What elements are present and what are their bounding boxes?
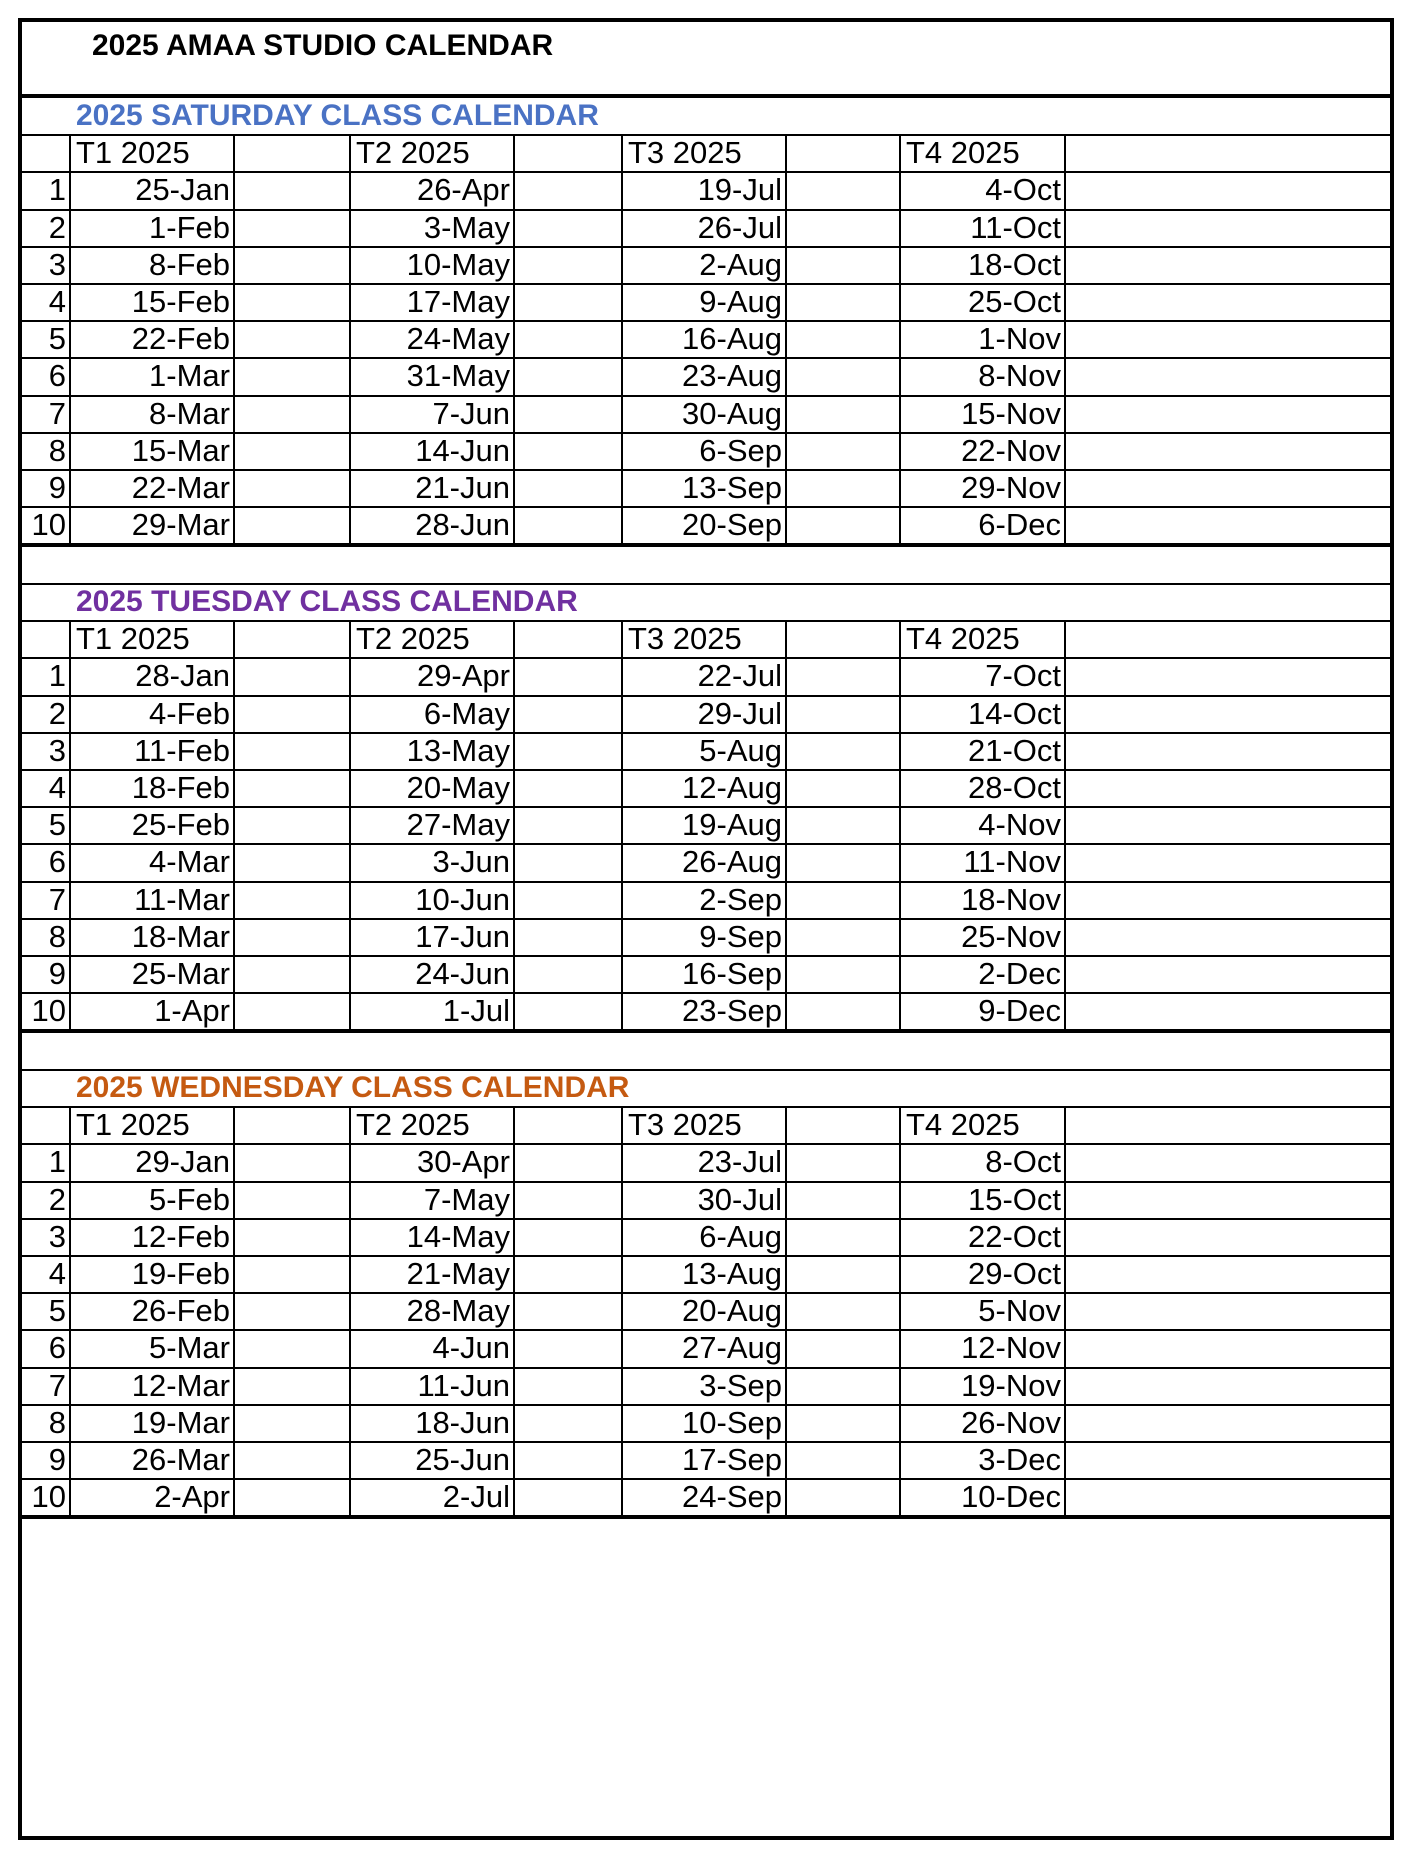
date-cell: 22-Nov (961, 432, 1061, 468)
date-cell: 5-Nov (978, 1293, 1061, 1329)
row-number: 5 (48, 1293, 66, 1329)
term-header: T4 2025 (906, 621, 1020, 657)
date-cell: 26-Feb (131, 1293, 230, 1329)
date-cell: 29-Jul (697, 695, 782, 731)
section-separator (22, 583, 1390, 585)
date-cell: 11-Oct (970, 209, 1061, 245)
column-divider (233, 621, 235, 1030)
date-cell: 23-Jul (697, 1144, 782, 1180)
column-divider (233, 1107, 235, 1516)
date-cell: 24-Sep (682, 1479, 782, 1515)
date-cell: 14-Jun (415, 432, 510, 468)
date-cell: 22-Feb (131, 321, 230, 357)
date-cell: 4-Nov (978, 807, 1061, 843)
date-cell: 21-May (406, 1256, 510, 1291)
column-divider (1064, 1107, 1066, 1516)
date-cell: 26-Nov (961, 1404, 1061, 1440)
row-number: 2 (48, 695, 66, 731)
date-cell: 25-Feb (131, 807, 230, 843)
date-cell: 19-Nov (961, 1367, 1061, 1403)
section-heading: 2025 TUESDAY CLASS CALENDAR (76, 585, 578, 618)
date-cell: 28-Jun (415, 507, 510, 543)
date-cell: 5-Feb (149, 1181, 230, 1217)
column-divider (513, 621, 515, 1030)
date-cell: 19-Feb (131, 1256, 230, 1291)
date-cell: 20-Aug (682, 1293, 782, 1329)
date-cell: 24-Jun (415, 956, 510, 991)
date-cell: 12-Nov (961, 1330, 1061, 1366)
date-cell: 5-Aug (699, 732, 782, 768)
date-cell: 18-Jun (415, 1404, 510, 1440)
date-cell: 6-Sep (699, 432, 782, 468)
date-cell: 14-Oct (967, 695, 1061, 731)
date-cell: 23-Sep (682, 993, 782, 1029)
date-cell: 8-Nov (978, 358, 1061, 394)
row-number: 5 (48, 321, 66, 357)
column-divider (1064, 621, 1066, 1030)
column-divider (513, 1107, 515, 1516)
date-cell: 1-Mar (149, 358, 230, 394)
column-divider (785, 621, 787, 1030)
date-cell: 2-Apr (154, 1479, 230, 1515)
row-number: 9 (48, 470, 66, 505)
date-cell: 13-Sep (682, 470, 782, 505)
date-cell: 25-Jan (135, 172, 230, 208)
date-cell: 15-Feb (131, 284, 230, 319)
term-header: T3 2025 (628, 135, 742, 171)
row-number: 6 (48, 844, 66, 880)
date-cell: 8-Mar (149, 395, 230, 431)
row-number: 7 (48, 395, 66, 431)
term-header: T4 2025 (906, 135, 1020, 171)
row-number: 6 (48, 1330, 66, 1366)
date-cell: 10-Sep (682, 1404, 782, 1440)
page-title: 2025 AMAA STUDIO CALENDAR (92, 29, 554, 62)
date-cell: 19-Aug (682, 807, 782, 843)
date-cell: 9-Aug (699, 284, 782, 319)
row-number: 9 (48, 956, 66, 991)
date-cell: 3-Jun (432, 844, 510, 880)
date-cell: 6-Aug (699, 1218, 782, 1254)
date-cell: 10-Jun (415, 881, 510, 917)
date-cell: 20-May (406, 770, 510, 805)
date-cell: 25-Nov (961, 918, 1061, 954)
date-cell: 29-Oct (967, 1256, 1061, 1291)
date-cell: 17-Jun (415, 918, 510, 954)
date-cell: 11-Nov (963, 844, 1061, 880)
row-number: 7 (48, 1367, 66, 1403)
date-cell: 4-Jun (432, 1330, 510, 1366)
date-cell: 20-Sep (682, 507, 782, 543)
term-header: T3 2025 (628, 621, 742, 657)
row-number: 4 (48, 1256, 66, 1291)
date-cell: 27-Aug (682, 1330, 782, 1366)
date-cell: 11-Feb (134, 732, 230, 768)
date-cell: 25-Mar (131, 956, 230, 991)
date-cell: 4-Oct (985, 172, 1061, 208)
term-header: T2 2025 (356, 135, 470, 171)
date-cell: 17-May (406, 284, 510, 319)
date-cell: 3-Sep (699, 1367, 782, 1403)
row-number: 9 (48, 1442, 66, 1477)
date-cell: 9-Sep (699, 918, 782, 954)
date-cell: 14-May (406, 1218, 510, 1254)
date-cell: 16-Sep (682, 956, 782, 991)
row-number: 6 (48, 358, 66, 394)
row-number: 10 (31, 507, 66, 543)
date-cell: 18-Oct (967, 246, 1061, 282)
date-cell: 10-May (406, 246, 510, 282)
column-divider (785, 135, 787, 544)
date-cell: 26-Jul (697, 209, 782, 245)
date-cell: 23-Aug (682, 358, 782, 394)
date-cell: 30-Aug (682, 395, 782, 431)
date-cell: 25-Jun (415, 1442, 510, 1477)
row-number: 10 (31, 993, 66, 1029)
date-cell: 2-Jul (442, 1479, 510, 1515)
row-number: 2 (48, 209, 66, 245)
term-header: T2 2025 (356, 1107, 470, 1143)
date-cell: 6-May (423, 695, 510, 731)
date-cell: 22-Mar (131, 470, 230, 505)
row-number: 3 (48, 732, 66, 768)
date-cell: 11-Mar (134, 881, 230, 917)
row-number: 4 (48, 284, 66, 319)
date-cell: 13-May (406, 732, 510, 768)
date-cell: 21-Oct (967, 732, 1061, 768)
term-header: T1 2025 (76, 621, 190, 657)
date-cell: 3-May (423, 209, 510, 245)
date-cell: 7-May (423, 1181, 510, 1217)
date-cell: 29-Jan (135, 1144, 230, 1180)
row-number: 2 (48, 1181, 66, 1217)
date-cell: 30-Apr (416, 1144, 510, 1180)
date-cell: 29-Apr (416, 658, 510, 694)
date-cell: 9-Dec (978, 993, 1061, 1029)
section-heading: 2025 WEDNESDAY CLASS CALENDAR (76, 1071, 630, 1104)
date-cell: 10-Dec (961, 1479, 1061, 1515)
section-separator (22, 1069, 1390, 1071)
date-cell: 2-Sep (699, 881, 782, 917)
date-cell: 16-Aug (682, 321, 782, 357)
date-cell: 2-Aug (699, 246, 782, 282)
term-header: T4 2025 (906, 1107, 1020, 1143)
row-number: 1 (48, 658, 66, 694)
date-cell: 12-Mar (131, 1367, 230, 1403)
date-cell: 1-Apr (154, 993, 230, 1029)
date-cell: 28-May (406, 1293, 510, 1329)
row-number: 8 (48, 918, 66, 954)
date-cell: 15-Oct (967, 1181, 1061, 1217)
date-cell: 18-Mar (131, 918, 230, 954)
date-cell: 5-Mar (149, 1330, 230, 1366)
date-cell: 1-Nov (978, 321, 1061, 357)
date-cell: 22-Oct (967, 1218, 1061, 1254)
date-cell: 19-Mar (131, 1404, 230, 1440)
column-divider (785, 1107, 787, 1516)
date-cell: 8-Feb (149, 246, 230, 282)
column-divider (1064, 135, 1066, 544)
date-cell: 21-Jun (415, 470, 510, 505)
date-cell: 27-May (406, 807, 510, 843)
row-number: 1 (48, 172, 66, 208)
date-cell: 26-Apr (416, 172, 510, 208)
date-cell: 6-Dec (978, 507, 1061, 543)
date-cell: 30-Jul (697, 1181, 782, 1217)
date-cell: 2-Dec (978, 956, 1061, 991)
date-cell: 1-Feb (149, 209, 230, 245)
row-number: 4 (48, 770, 66, 805)
row-number: 8 (48, 432, 66, 468)
date-cell: 26-Mar (131, 1442, 230, 1477)
date-cell: 11-Jun (417, 1367, 510, 1403)
date-cell: 7-Oct (985, 658, 1061, 694)
row-number: 1 (48, 1144, 66, 1180)
date-cell: 26-Aug (682, 844, 782, 880)
term-header: T3 2025 (628, 1107, 742, 1143)
column-divider (233, 135, 235, 544)
section-heading: 2025 SATURDAY CLASS CALENDAR (76, 99, 599, 132)
date-cell: 1-Jul (442, 993, 510, 1029)
row-number: 5 (48, 807, 66, 843)
date-cell: 12-Feb (131, 1218, 230, 1254)
date-cell: 28-Jan (135, 658, 230, 694)
row-number: 7 (48, 881, 66, 917)
column-divider (513, 135, 515, 544)
row-number: 3 (48, 246, 66, 282)
date-cell: 4-Feb (149, 695, 230, 731)
date-cell: 29-Mar (131, 507, 230, 543)
date-cell: 18-Nov (961, 881, 1061, 917)
term-header: T2 2025 (356, 621, 470, 657)
date-cell: 17-Sep (682, 1442, 782, 1477)
calendar-sheet (18, 18, 1394, 1840)
row-number: 3 (48, 1218, 66, 1254)
date-cell: 19-Jul (697, 172, 782, 208)
date-cell: 3-Dec (978, 1442, 1061, 1477)
date-cell: 12-Aug (682, 770, 782, 805)
date-cell: 15-Mar (131, 432, 230, 468)
row-number: 10 (31, 1479, 66, 1515)
date-cell: 25-Oct (967, 284, 1061, 319)
date-cell: 15-Nov (961, 395, 1061, 431)
date-cell: 31-May (406, 358, 510, 394)
term-header: T1 2025 (76, 1107, 190, 1143)
date-cell: 8-Oct (985, 1144, 1061, 1180)
date-cell: 29-Nov (961, 470, 1061, 505)
date-cell: 7-Jun (432, 395, 510, 431)
date-cell: 22-Jul (697, 658, 782, 694)
date-cell: 24-May (406, 321, 510, 357)
row-number: 8 (48, 1404, 66, 1440)
term-header: T1 2025 (76, 135, 190, 171)
date-cell: 28-Oct (967, 770, 1061, 805)
date-cell: 13-Aug (682, 1256, 782, 1291)
date-cell: 4-Mar (149, 844, 230, 880)
date-cell: 18-Feb (131, 770, 230, 805)
